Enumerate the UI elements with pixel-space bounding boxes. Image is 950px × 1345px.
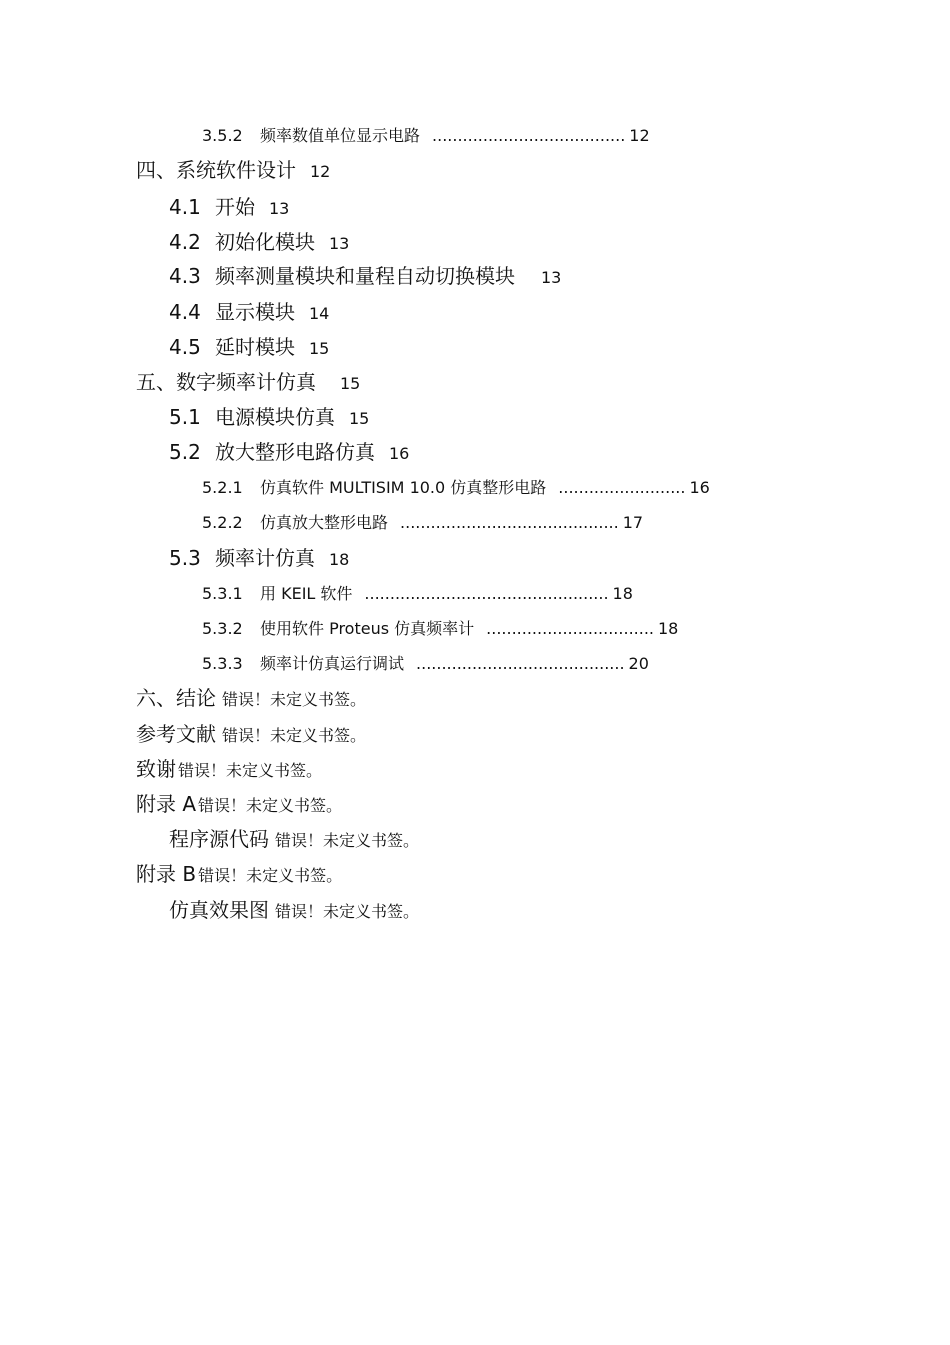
bookmark-error: 错误！未定义书签。 bbox=[198, 866, 343, 885]
page-number: 12 bbox=[629, 126, 650, 145]
page-number: 16 bbox=[689, 478, 710, 497]
section-title: 六、结论 bbox=[136, 686, 216, 710]
toc-entry-5-3-2[interactable] bbox=[202, 621, 678, 637]
toc-entry-5-3-3[interactable] bbox=[202, 656, 649, 672]
bookmark-error: 错误！未定义书签。 bbox=[275, 831, 420, 850]
bookmark-error: 错误！未定义书签。 bbox=[198, 796, 343, 815]
toc-entry-5-2-2[interactable] bbox=[202, 515, 643, 531]
section-title: 程序源代码 bbox=[169, 827, 269, 851]
page-number: 13 bbox=[329, 234, 350, 253]
page-number: 16 bbox=[389, 444, 410, 463]
dot-leader: ........................................... bbox=[400, 513, 619, 532]
section-title: 放大整形电路仿真 bbox=[215, 440, 375, 464]
section-title: 参考文献 bbox=[136, 722, 216, 746]
section-number: 5.2 bbox=[169, 440, 201, 464]
page-number: 18 bbox=[612, 584, 633, 603]
toc-entry-chapter-4[interactable] bbox=[136, 160, 330, 180]
dot-leader: ......................................... bbox=[416, 654, 625, 673]
bookmark-error: 错误！未定义书签。 bbox=[178, 761, 323, 780]
toc-entry-5-3[interactable] bbox=[169, 548, 349, 568]
section-title: 延时模块 bbox=[215, 335, 295, 359]
section-title: 附录 A bbox=[136, 792, 197, 816]
page-number: 12 bbox=[310, 162, 331, 181]
section-title: 频率计仿真 bbox=[215, 546, 315, 570]
section-title: 使用软件 Proteus 仿真频率计 bbox=[260, 619, 475, 638]
section-number: 4.5 bbox=[169, 335, 201, 359]
page-number: 13 bbox=[541, 268, 562, 287]
toc-entry-chapter-6[interactable] bbox=[136, 688, 366, 708]
toc-entry-simulation-results[interactable] bbox=[169, 900, 419, 920]
toc-entry-acknowledgements[interactable] bbox=[136, 759, 322, 779]
toc-entry-appendix-a[interactable] bbox=[136, 794, 342, 814]
toc-entry-4-1[interactable] bbox=[169, 197, 289, 217]
dot-leader: ...................................... bbox=[432, 126, 626, 145]
section-number: 5.3 bbox=[169, 546, 201, 570]
bookmark-error: 错误！未定义书签。 bbox=[222, 726, 367, 745]
section-title: 仿真软件 MULTISIM 10.0 仿真整形电路 bbox=[260, 478, 547, 497]
toc-entry-4-2[interactable] bbox=[169, 232, 349, 252]
toc-entry-4-3[interactable] bbox=[169, 266, 561, 286]
section-number: 4.3 bbox=[169, 264, 201, 288]
section-number: 5.2.2 bbox=[202, 513, 243, 532]
section-title: 频率计仿真运行调试 bbox=[260, 654, 405, 673]
section-number: 5.1 bbox=[169, 405, 201, 429]
section-title: 仿真放大整形电路 bbox=[260, 513, 389, 532]
toc-entry-5-3-1[interactable] bbox=[202, 586, 633, 602]
section-number: 5.3.3 bbox=[202, 654, 243, 673]
toc-entry-4-4[interactable] bbox=[169, 302, 329, 322]
section-title: 初始化模块 bbox=[215, 230, 315, 254]
page-number: 13 bbox=[269, 199, 290, 218]
page-number: 15 bbox=[309, 339, 330, 358]
section-number: 4.4 bbox=[169, 300, 201, 324]
toc-entry-5-2-1[interactable] bbox=[202, 480, 710, 496]
page-number: 20 bbox=[628, 654, 649, 673]
toc-entry-appendix-b[interactable] bbox=[136, 864, 342, 884]
toc-entry-4-5[interactable] bbox=[169, 337, 329, 357]
page-number: 18 bbox=[658, 619, 679, 638]
section-title: 附录 B bbox=[136, 862, 197, 886]
page-number: 17 bbox=[622, 513, 644, 532]
page-number: 15 bbox=[349, 409, 370, 428]
section-title: 电源模块仿真 bbox=[215, 405, 335, 429]
dot-leader: ......................... bbox=[558, 478, 686, 497]
toc-entry-3-5-2[interactable] bbox=[202, 128, 650, 144]
section-title: 用 KEIL 软件 bbox=[260, 584, 353, 603]
toc-entry-5-2[interactable] bbox=[169, 442, 409, 462]
toc-entry-references[interactable] bbox=[136, 724, 366, 744]
dot-leader: ................................................ bbox=[364, 584, 609, 603]
section-title: 显示模块 bbox=[215, 300, 295, 324]
page-number: 15 bbox=[340, 374, 361, 393]
page-number: 14 bbox=[309, 304, 330, 323]
section-title: 五、数字频率计仿真 bbox=[136, 370, 316, 394]
section-number: 4.1 bbox=[169, 195, 201, 219]
toc-entry-chapter-5[interactable] bbox=[136, 372, 360, 392]
page-number: 18 bbox=[329, 550, 350, 569]
section-number: 5.3.2 bbox=[202, 619, 243, 638]
section-number: 5.3.1 bbox=[202, 584, 243, 603]
section-title: 开始 bbox=[215, 195, 255, 219]
section-title: 四、系统软件设计 bbox=[136, 158, 296, 182]
dot-leader: ................................. bbox=[486, 619, 654, 638]
section-number: 5.2.1 bbox=[202, 478, 243, 497]
toc-entry-source-code[interactable] bbox=[169, 829, 419, 849]
section-number: 3.5.2 bbox=[202, 126, 243, 145]
section-title: 频率数值单位显示电路 bbox=[260, 126, 421, 145]
section-title: 致谢 bbox=[136, 757, 176, 781]
section-title: 频率测量模块和量程自动切换模块 bbox=[215, 264, 515, 288]
bookmark-error: 错误！未定义书签。 bbox=[222, 690, 367, 709]
section-number: 4.2 bbox=[169, 230, 201, 254]
bookmark-error: 错误！未定义书签。 bbox=[275, 902, 420, 921]
toc-entry-5-1[interactable] bbox=[169, 407, 369, 427]
section-title: 仿真效果图 bbox=[169, 898, 269, 922]
